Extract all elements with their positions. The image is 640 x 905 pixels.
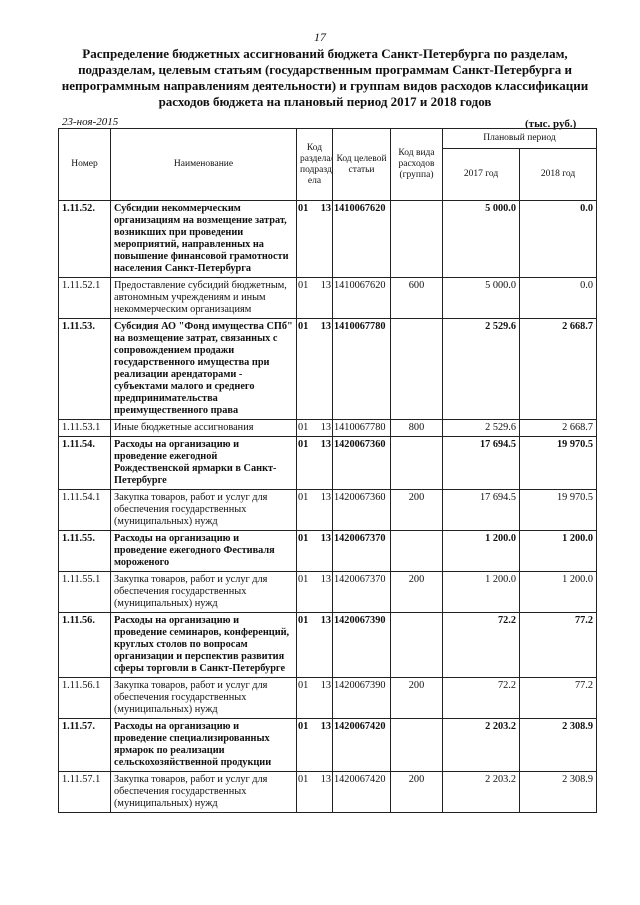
row-section: 01 [298,203,309,214]
row-section: 01 [298,721,309,732]
row-target-code: 1410067780 [333,319,391,420]
row-value-2017: 5 000.0 [443,201,520,278]
row-section-code [297,319,333,420]
row-value-2018: 19 970.5 [520,437,597,490]
row-value-2018: 2 668.7 [520,319,597,420]
table-row [59,719,597,772]
row-number: 1.11.56. [59,613,111,678]
row-section: 01 [298,774,309,785]
row-group-code [391,613,443,678]
row-name: Расходы на организацию и проведение ежегодной Рождественской ярмарки в Санкт-Петербурге [111,437,297,490]
table-row [59,278,597,319]
row-number: 1.11.57.1 [59,772,111,813]
row-subsection: 13 [320,533,331,544]
row-value-2018: 1 200.0 [520,531,597,572]
row-number: 1.11.53. [59,319,111,420]
row-value-2017: 2 529.6 [443,420,520,437]
header-target: Код целевой статьи [333,129,391,201]
row-group-code: 600 [391,278,443,319]
row-target-code: 1420067360 [333,490,391,531]
row-subsection: 13 [320,321,331,332]
row-section: 01 [298,280,309,291]
row-value-2017: 2 203.2 [443,772,520,813]
row-section-code [297,490,333,531]
row-name: Закупка товаров, работ и услуг для обеспечения государственных (муниципальных) нужд [111,572,297,613]
row-number: 1.11.53.1 [59,420,111,437]
row-target-code: 1420067390 [333,613,391,678]
row-target-code: 1420067370 [333,572,391,613]
row-value-2018: 0.0 [520,201,597,278]
row-value-2018: 2 668.7 [520,420,597,437]
row-value-2017: 72.2 [443,613,520,678]
row-section: 01 [298,492,309,503]
header-group: Код вида расходов (группа) [391,129,443,201]
page-number: 17 [314,30,326,44]
row-value-2018: 0.0 [520,278,597,319]
row-target-code: 1420067420 [333,772,391,813]
row-subsection: 13 [320,280,331,291]
row-name: Закупка товаров, работ и услуг для обеспечения государственных (муниципальных) нужд [111,678,297,719]
row-subsection: 13 [320,721,331,732]
row-name: Расходы на организацию и проведение семинаров, конференций, круглых столов по вопросам организации и перспектив развития сферы торговли в Санкт-Петербурге [111,613,297,678]
row-subsection: 13 [320,680,331,691]
row-number: 1.11.55. [59,531,111,572]
row-number: 1.11.52.1 [59,278,111,319]
row-section: 01 [298,615,309,626]
row-value-2018: 77.2 [520,613,597,678]
row-value-2018: 77.2 [520,678,597,719]
row-subsection: 13 [320,439,331,450]
row-target-code: 1420067420 [333,719,391,772]
row-subsection: 13 [320,574,331,585]
row-name: Расходы на организацию и проведение ежегодного Фестиваля мороженого [111,531,297,572]
row-target-code: 1410067620 [333,278,391,319]
row-value-2018: 1 200.0 [520,572,597,613]
row-group-code: 200 [391,678,443,719]
row-name: Расходы на организацию и проведение специализированных ярмарок по реализации сельскохозяйственной продукции [111,719,297,772]
row-number: 1.11.54. [59,437,111,490]
table-row [59,678,597,719]
row-value-2018: 19 970.5 [520,490,597,531]
row-section-code [297,531,333,572]
row-number: 1.11.52. [59,201,111,278]
row-target-code: 1420067370 [333,531,391,572]
row-section-code [297,437,333,490]
row-group-code [391,437,443,490]
row-section: 01 [298,422,309,433]
row-value-2017: 17 694.5 [443,437,520,490]
row-section: 01 [298,321,309,332]
row-target-code: 1410067780 [333,420,391,437]
table-row [59,420,597,437]
row-group-code [391,531,443,572]
row-section: 01 [298,533,309,544]
row-section-code [297,420,333,437]
table-row [59,437,597,490]
row-group-code: 200 [391,572,443,613]
table-row [59,772,597,813]
row-value-2018: 2 308.9 [520,772,597,813]
table-row [59,613,597,678]
header-name: Наименование [111,129,297,201]
row-target-code: 1420067390 [333,678,391,719]
table-row [59,531,597,572]
header-plan: Плановый период [443,129,597,149]
row-group-code [391,319,443,420]
header-2018: 2018 год [520,149,597,201]
row-value-2018: 2 308.9 [520,719,597,772]
row-subsection: 13 [320,492,331,503]
row-section-code [297,678,333,719]
row-target-code: 1420067360 [333,437,391,490]
row-name: Закупка товаров, работ и услуг для обеспечения государственных (муниципальных) нужд [111,490,297,531]
row-number: 1.11.57. [59,719,111,772]
header-section: Код раздела/ подразд ела [297,129,333,201]
row-value-2017: 5 000.0 [443,278,520,319]
row-group-code [391,719,443,772]
row-section-code [297,719,333,772]
row-group-code: 800 [391,420,443,437]
header-2017: 2017 год [443,149,520,201]
unit-label: (тыс. руб.) [525,118,577,130]
table-row [59,201,597,278]
row-section: 01 [298,574,309,585]
row-target-code: 1410067620 [333,201,391,278]
row-section-code [297,772,333,813]
row-section-code [297,613,333,678]
table-row [59,490,597,531]
row-subsection: 13 [320,422,331,433]
document-date: 23-ноя-2015 [62,116,119,128]
row-subsection: 13 [320,774,331,785]
row-value-2017: 1 200.0 [443,531,520,572]
row-value-2017: 2 203.2 [443,719,520,772]
row-group-code: 200 [391,772,443,813]
row-subsection: 13 [320,203,331,214]
row-value-2017: 2 529.6 [443,319,520,420]
row-group-code [391,201,443,278]
row-name: Иные бюджетные ассигнования [111,420,297,437]
row-section-code [297,201,333,278]
row-value-2017: 72.2 [443,678,520,719]
row-value-2017: 1 200.0 [443,572,520,613]
row-section: 01 [298,439,309,450]
row-subsection: 13 [320,615,331,626]
row-section-code [297,278,333,319]
row-name: Закупка товаров, работ и услуг для обеспечения государственных (муниципальных) нужд [111,772,297,813]
document-title: Распределение бюджетных ассигнований бюджета Санкт-Петербурга по разделам, подразделам, целевым статьям (государственным программам Санкт-Петербурга и непрограммным направлениям деятельности) и группам видов расходов классификации расходов бюджета на плановый период 2017 и 2018 годов [61,46,589,109]
row-group-code: 200 [391,490,443,531]
row-number: 1.11.56.1 [59,678,111,719]
table-row [59,319,597,420]
budget-table [58,128,597,813]
row-value-2017: 17 694.5 [443,490,520,531]
row-name: Субсидия АО "Фонд имущества СПб" на возмещение затрат, связанных с сопровождением продажи государственного имущества при реализации арендаторами - субъектами малого и среднего предпринимательства преимущественного права [111,319,297,420]
row-name: Субсидии некоммерческим организациям на возмещение затрат, возникших при проведении мероприятий, направленных на повышение финансовой грамотности населения Санкт-Петербурга [111,201,297,278]
row-number: 1.11.55.1 [59,572,111,613]
row-name: Предоставление субсидий бюджетным, автономным учреждениям и иным некоммерческим организациям [111,278,297,319]
table-row [59,572,597,613]
row-section-code [297,572,333,613]
header-number: Номер [59,129,111,201]
row-number: 1.11.54.1 [59,490,111,531]
row-section: 01 [298,680,309,691]
